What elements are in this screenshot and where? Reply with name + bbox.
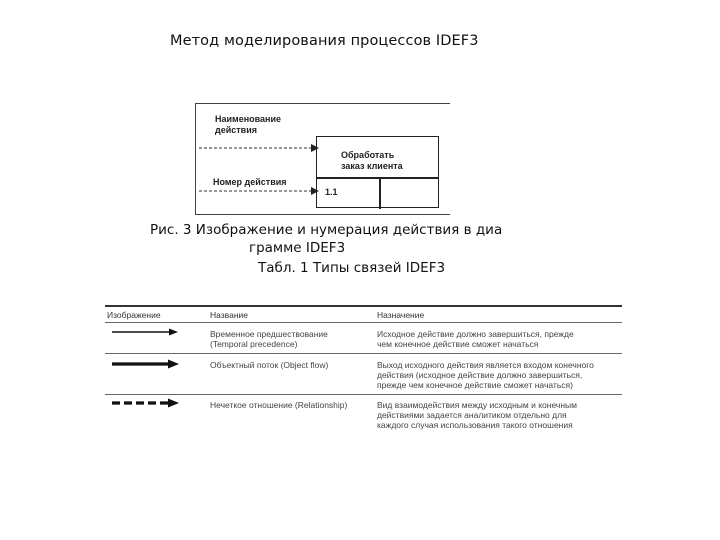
action-name-line1: Обработать	[341, 150, 395, 160]
action-name-label	[215, 114, 281, 136]
row2-purpose-line2: действия (исходное действие должно завершиться,	[377, 370, 583, 380]
action-name	[341, 150, 403, 172]
row3-purpose-line1: Вид взаимодействия между исходным и конечным	[377, 400, 577, 410]
relationship-arrow-icon	[110, 398, 180, 408]
header-image: Изображение	[107, 310, 161, 320]
row3-purpose	[377, 400, 577, 430]
row1-name-line1: Временное предшествование	[210, 329, 328, 339]
row2-name-line1: Объектный поток (Object flow)	[210, 360, 329, 370]
table-title: Табл. 1 Типы связей IDEF3	[258, 260, 446, 276]
action-number-arrow	[199, 186, 319, 196]
action-number-label: Номер действия	[213, 177, 287, 187]
action-name-line2: заказ клиента	[341, 161, 403, 171]
page-title: Метод моделирования процессов IDEF3	[170, 33, 479, 49]
header-name: Название	[210, 310, 248, 320]
row2-name	[210, 360, 328, 370]
row3-name	[210, 400, 347, 410]
row1-purpose-line2: чем конечное действие сможет начаться	[377, 339, 539, 349]
action-name-label-line2: действия	[215, 125, 257, 135]
row1-rule	[105, 353, 622, 354]
row2-rule	[105, 394, 622, 395]
row2-purpose-line1: Выход исходного действия является входом конечного	[377, 360, 594, 370]
action-box-divider	[317, 177, 438, 179]
header-purpose: Назначение	[377, 310, 425, 320]
row3-purpose-line3: каждого случая использования такого отношения	[377, 420, 573, 430]
figure-caption-line2: грамме IDEF3	[249, 240, 346, 256]
figure-frame-left	[195, 103, 196, 215]
action-box	[316, 136, 439, 208]
figure-frame-bottom	[195, 214, 450, 215]
row3-purpose-line2: действиями задается аналитиком отдельно для	[377, 410, 567, 420]
action-box-vertical-divider	[379, 177, 381, 209]
row3-name-line1: Нечеткое отношение (Relationship)	[210, 400, 348, 410]
row1-name-line2: (Temporal precedence)	[210, 339, 298, 349]
action-name-label-line1: Наименование	[215, 114, 282, 124]
figure-caption-line1: Рис. 3 Изображение и нумерация действия в диа	[150, 222, 503, 238]
action-name-arrow	[199, 143, 319, 153]
row2-purpose	[377, 360, 594, 390]
idef3-action-figure	[195, 103, 450, 215]
row1-name	[210, 329, 328, 349]
header-rule	[105, 322, 622, 323]
row2-purpose-line3: прежде чем конечное действие сможет начаться)	[377, 380, 573, 390]
action-number: 1.1	[325, 187, 338, 197]
table-top-rule	[105, 305, 622, 307]
object-flow-arrow-icon	[110, 359, 180, 369]
temporal-precedence-arrow-icon	[110, 327, 180, 337]
row1-purpose	[377, 329, 574, 349]
link-types-table	[105, 305, 622, 434]
figure-frame-top	[195, 103, 450, 104]
row1-purpose-line1: Исходное действие должно завершиться, прежде	[377, 329, 574, 339]
